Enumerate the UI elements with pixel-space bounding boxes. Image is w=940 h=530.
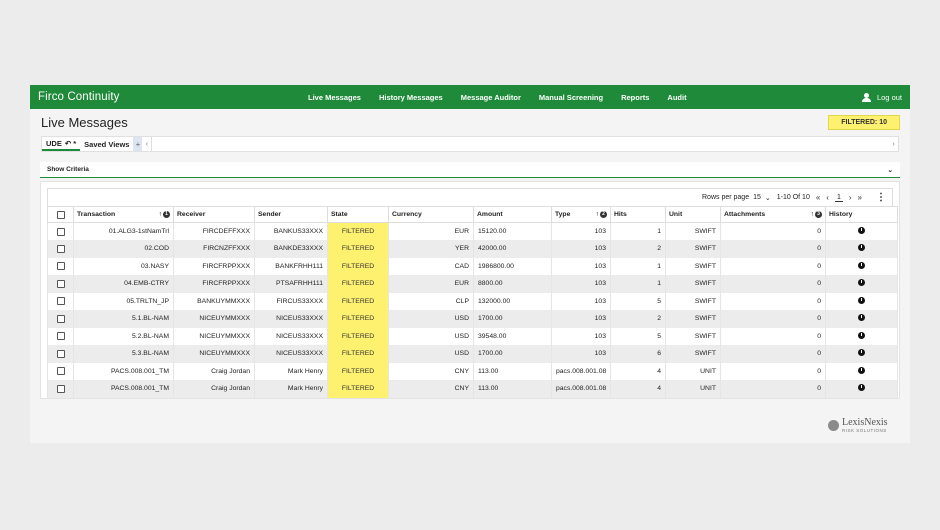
logo-name: LexisNexis <box>842 417 888 428</box>
cell-state: FILTERED <box>328 293 389 311</box>
cell-unit: SWIFT <box>666 310 721 328</box>
clock-icon <box>858 349 865 356</box>
cell-state: FILTERED <box>328 275 389 293</box>
show-criteria-label: Show Criteria <box>47 166 89 173</box>
row-checkbox[interactable] <box>48 258 74 276</box>
table-row[interactable] <box>48 293 898 311</box>
cell-amount: 113.00 <box>474 380 552 398</box>
more-options-icon[interactable]: ⋮ <box>876 192 886 203</box>
cell-type: 103 <box>552 310 611 328</box>
history-button[interactable] <box>826 363 898 381</box>
cell-amount: 1986800.00 <box>474 258 552 276</box>
cell-attachments: 0 <box>721 258 826 276</box>
cell-hits: 1 <box>611 223 666 241</box>
messages-table <box>47 206 898 398</box>
cell-hits: 2 <box>611 240 666 258</box>
cell-transaction: PACS.008.001_TM <box>74 380 174 398</box>
current-page[interactable]: 1 <box>836 193 841 201</box>
col-history[interactable]: History <box>826 207 898 223</box>
cell-currency: USD <box>389 328 474 346</box>
cell-sender: PTSAFRHH111 <box>255 275 328 293</box>
cell-amount: 1700.00 <box>474 310 552 328</box>
table-row[interactable] <box>48 275 898 293</box>
chevron-down-icon: ⌄ <box>887 166 893 174</box>
cell-currency: YER <box>389 240 474 258</box>
history-button[interactable] <box>826 275 898 293</box>
sort-order-badge: 2 <box>600 211 607 218</box>
sort-order-badge: 3 <box>815 211 822 218</box>
clock-icon <box>858 332 865 339</box>
nav-message-auditor[interactable]: Message Auditor <box>460 92 521 102</box>
table-row[interactable] <box>48 258 898 276</box>
select-all-checkbox[interactable] <box>48 207 74 223</box>
history-button[interactable] <box>826 380 898 398</box>
cell-transaction: 02.COD <box>74 240 174 258</box>
row-checkbox[interactable] <box>48 293 74 311</box>
cell-receiver: NICEUYMMXXX <box>174 345 255 363</box>
cell-hits: 5 <box>611 293 666 311</box>
clock-icon <box>858 279 865 286</box>
cell-currency: CLP <box>389 293 474 311</box>
undo-icon[interactable]: ↶ * <box>64 138 77 148</box>
tabs-spacer <box>151 137 889 151</box>
cell-receiver: Craig Jordan <box>174 380 255 398</box>
cell-type: 103 <box>552 293 611 311</box>
col-transaction[interactable]: Transaction ↑ 1 <box>74 207 174 223</box>
col-hits[interactable]: Hits <box>611 207 666 223</box>
col-amount[interactable]: Amount <box>474 207 552 223</box>
clock-icon <box>858 227 865 234</box>
page-range: 1-10 Of 10 <box>776 194 810 201</box>
cell-receiver: FIRCDEFFXXX <box>174 223 255 241</box>
cell-type: pacs.008.001.08 <box>552 363 611 381</box>
logo-mark-icon <box>828 420 839 431</box>
cell-transaction: 03.NASY <box>74 258 174 276</box>
nav-reports[interactable]: Reports <box>621 92 650 102</box>
cell-type: 103 <box>552 345 611 363</box>
cell-currency: CAD <box>389 258 474 276</box>
sort-arrow-icon: ↑ <box>595 211 599 218</box>
logo-subtitle: RISK SOLUTIONS <box>842 428 887 433</box>
cell-hits: 5 <box>611 328 666 346</box>
sort-arrow-icon: ↑ <box>158 211 162 218</box>
add-tab-button[interactable]: + <box>133 137 142 151</box>
col-state[interactable]: State <box>328 207 389 223</box>
cell-amount: 132000.00 <box>474 293 552 311</box>
col-attachments[interactable]: Attachments ↑ 3 <box>721 207 826 223</box>
show-criteria-toggle[interactable] <box>40 162 900 178</box>
cell-unit: SWIFT <box>666 328 721 346</box>
first-page-icon[interactable]: « <box>815 193 821 202</box>
cell-amount: 1700.00 <box>474 345 552 363</box>
app-window <box>30 85 910 443</box>
cell-receiver: FIRCFRPPXXX <box>174 258 255 276</box>
cell-attachments: 0 <box>721 240 826 258</box>
nav-manual-screening[interactable]: Manual Screening <box>538 92 604 102</box>
history-button[interactable] <box>826 293 898 311</box>
cell-unit: SWIFT <box>666 345 721 363</box>
cell-state: FILTERED <box>328 380 389 398</box>
cell-state: FILTERED <box>328 258 389 276</box>
filtered-count-badge[interactable]: FILTERED: 10 <box>828 115 900 130</box>
cell-amount: 39548.00 <box>474 328 552 346</box>
lexisnexis-logo <box>828 417 888 433</box>
nav-audit[interactable]: Audit <box>667 92 687 102</box>
prev-page-icon[interactable]: ‹ <box>826 193 829 202</box>
row-checkbox[interactable] <box>48 223 74 241</box>
history-button[interactable] <box>826 223 898 241</box>
cell-type: 103 <box>552 240 611 258</box>
cell-sender: Mark Henry <box>255 380 328 398</box>
cell-receiver: Craig Jordan <box>174 363 255 381</box>
cell-amount: 15120.00 <box>474 223 552 241</box>
cell-attachments: 0 <box>721 275 826 293</box>
cell-currency: CNY <box>389 363 474 381</box>
cell-receiver: NICEUYMMXXX <box>174 310 255 328</box>
cell-currency: CNY <box>389 380 474 398</box>
nav-live-messages[interactable]: Live Messages <box>308 92 361 102</box>
table-row[interactable] <box>48 240 898 258</box>
cell-currency: EUR <box>389 223 474 241</box>
rows-per-page-label: Rows per page <box>702 194 750 201</box>
cell-sender: BANKDE33XXX <box>255 240 328 258</box>
history-button[interactable] <box>826 258 898 276</box>
cell-receiver: FIRCNZFFXXX <box>174 240 255 258</box>
cell-hits: 1 <box>611 258 666 276</box>
cell-currency: USD <box>389 310 474 328</box>
col-unit[interactable]: Unit <box>666 207 721 223</box>
table-row[interactable] <box>48 223 898 241</box>
row-checkbox[interactable] <box>48 275 74 293</box>
col-receiver[interactable]: Receiver <box>174 207 255 223</box>
history-button[interactable] <box>826 310 898 328</box>
main-nav <box>308 93 862 102</box>
cell-receiver: NICEUYMMXXX <box>174 328 255 346</box>
cell-currency: USD <box>389 345 474 363</box>
cell-sender: NICEUS33XXX <box>255 328 328 346</box>
cell-state: FILTERED <box>328 345 389 363</box>
cell-type: 103 <box>552 258 611 276</box>
clock-icon <box>858 297 865 304</box>
history-button[interactable] <box>826 240 898 258</box>
cell-currency: EUR <box>389 275 474 293</box>
sort-arrow-icon: ↑ <box>810 211 814 218</box>
tab-ude[interactable] <box>42 137 80 151</box>
cell-sender: NICEUS33XXX <box>255 310 328 328</box>
cell-attachments: 0 <box>721 380 826 398</box>
tab-saved-views[interactable]: Saved Views <box>84 139 130 149</box>
cell-type: 103 <box>552 223 611 241</box>
cell-receiver: FIRCFRPPXXX <box>174 275 255 293</box>
cell-state: FILTERED <box>328 240 389 258</box>
cell-transaction: PACS.008.001_TM <box>74 363 174 381</box>
row-checkbox[interactable] <box>48 380 74 398</box>
cell-hits: 6 <box>611 345 666 363</box>
cell-hits: 2 <box>611 310 666 328</box>
cell-unit: SWIFT <box>666 240 721 258</box>
cell-unit: UNIT <box>666 363 721 381</box>
cell-unit: UNIT <box>666 380 721 398</box>
sort-order-badge: 1 <box>163 211 170 218</box>
rows-per-page <box>702 194 771 202</box>
top-navigation-bar <box>30 85 910 109</box>
cell-unit: SWIFT <box>666 293 721 311</box>
clock-icon <box>858 367 865 374</box>
cell-transaction: 04.EMB-CTRY <box>74 275 174 293</box>
table-row[interactable] <box>48 363 898 381</box>
cell-transaction: 01.ALG3-1stNamTrl <box>74 223 174 241</box>
cell-type: pacs.008.001.08 <box>552 380 611 398</box>
cell-sender: NICEUS33XXX <box>255 345 328 363</box>
next-page-icon[interactable]: › <box>848 193 852 202</box>
table-header-row <box>48 207 898 223</box>
logout-label: Log out <box>876 92 902 102</box>
cell-transaction: 5.1.BL-NAM <box>74 310 174 328</box>
cell-receiver: BANKUYMMXXX <box>174 293 255 311</box>
cell-unit: SWIFT <box>666 275 721 293</box>
table-row[interactable] <box>48 328 898 346</box>
cell-state: FILTERED <box>328 223 389 241</box>
rows-dropdown-icon[interactable]: ⌄ <box>764 194 771 202</box>
clock-icon <box>858 244 865 251</box>
user-icon <box>862 93 871 102</box>
cell-sender: FIRCUS33XXX <box>255 293 328 311</box>
table-row[interactable] <box>48 310 898 328</box>
cell-sender: BANKUS33XXX <box>255 223 328 241</box>
cell-sender: Mark Henry <box>255 363 328 381</box>
row-checkbox[interactable] <box>48 363 74 381</box>
cell-amount: 42000.00 <box>474 240 552 258</box>
row-checkbox[interactable] <box>48 328 74 346</box>
row-checkbox[interactable] <box>48 240 74 258</box>
last-page-icon[interactable]: » <box>857 193 862 202</box>
cell-hits: 4 <box>611 380 666 398</box>
cell-type: 103 <box>552 275 611 293</box>
cell-attachments: 0 <box>721 345 826 363</box>
brand-title: Firco Continuity <box>38 91 120 103</box>
clock-icon <box>858 314 865 321</box>
cell-sender: BANKFRHH111 <box>255 258 328 276</box>
cell-amount: 113.00 <box>474 363 552 381</box>
cell-unit: SWIFT <box>666 223 721 241</box>
cell-unit: SWIFT <box>666 258 721 276</box>
cell-attachments: 0 <box>721 363 826 381</box>
cell-transaction: 5.3.BL-NAM <box>74 345 174 363</box>
messages-panel <box>40 181 900 399</box>
row-checkbox[interactable] <box>48 345 74 363</box>
page-header <box>30 109 910 131</box>
cell-hits: 1 <box>611 275 666 293</box>
row-checkbox[interactable] <box>48 310 74 328</box>
view-tabs <box>41 136 899 152</box>
history-button[interactable] <box>826 345 898 363</box>
table-row[interactable] <box>48 345 898 363</box>
col-currency[interactable]: Currency <box>389 207 474 223</box>
rows-per-page-select[interactable]: 15 <box>753 194 761 201</box>
cell-type: 103 <box>552 328 611 346</box>
cell-state: FILTERED <box>328 328 389 346</box>
clock-icon <box>858 384 865 391</box>
clock-icon <box>858 262 865 269</box>
table-row[interactable] <box>48 380 898 398</box>
pagination-bar <box>47 188 893 206</box>
cell-state: FILTERED <box>328 310 389 328</box>
tabs-scroll-right-icon[interactable]: › <box>892 140 895 148</box>
col-sender[interactable]: Sender <box>255 207 328 223</box>
cell-attachments: 0 <box>721 293 826 311</box>
nav-history-messages[interactable]: History Messages <box>378 92 443 102</box>
cell-attachments: 0 <box>721 310 826 328</box>
col-type[interactable]: Type ↑ 2 <box>552 207 611 223</box>
cell-transaction: 5.2.BL-NAM <box>74 328 174 346</box>
cell-attachments: 0 <box>721 328 826 346</box>
logout-button[interactable] <box>862 93 902 102</box>
cell-transaction: 05.TRLTN_JP <box>74 293 174 311</box>
tabs-scroll-left-icon[interactable]: ‹ <box>145 140 149 148</box>
page-title: Live Messages <box>41 114 128 130</box>
cell-hits: 4 <box>611 363 666 381</box>
cell-amount: 8800.00 <box>474 275 552 293</box>
tab-ude-label: UDE <box>46 138 62 148</box>
history-button[interactable] <box>826 328 898 346</box>
cell-state: FILTERED <box>328 363 389 381</box>
cell-attachments: 0 <box>721 223 826 241</box>
